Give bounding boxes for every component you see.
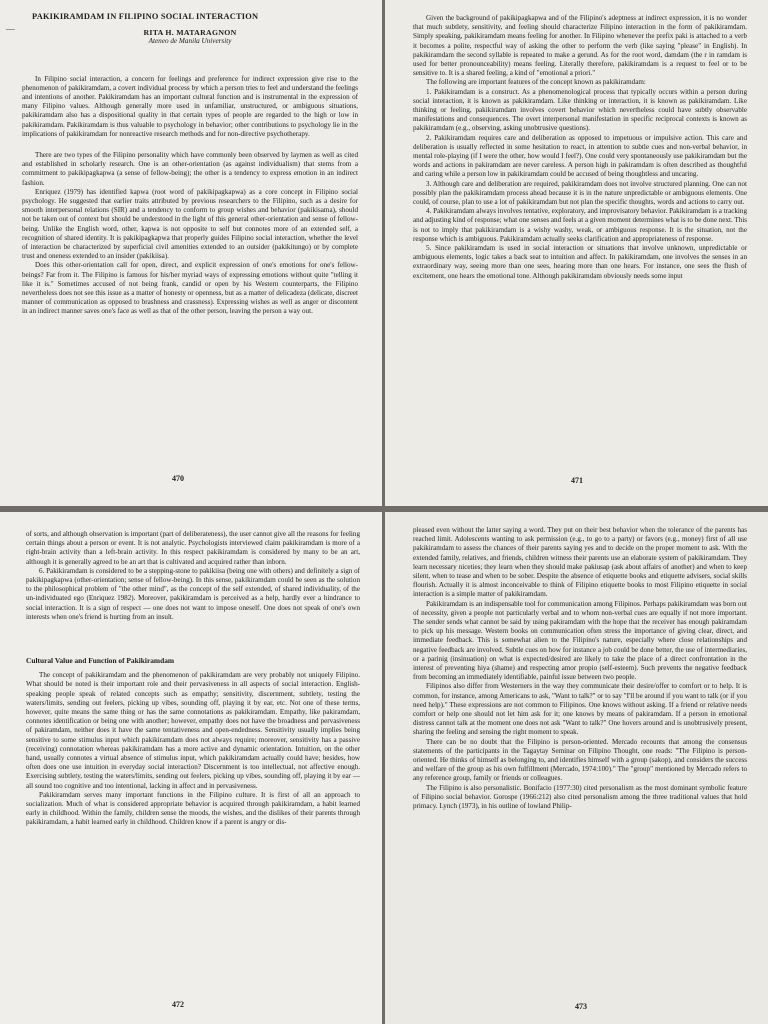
feature-item: 5. Since pakikiramdam is used in social interaction or situations that involve unknown, unpredictable or ambiguous elements, logic takes a back seat to intuition and affect. In pakikiramdam, one involves the senses in an extraordinary way, seeing more than one sees, hearing more than one hears. For instance, one sees the flush of excitement, one hears the emotional tone. Although pakikiramdam obviously needs some input xyxy=(413,244,747,280)
page-number: 473 xyxy=(575,1002,587,1011)
body-paragraph: There are two types of the Filipino personality which have commonly been observed by laymen as well as cited and established in scholarly research. One is an other-orientation (as against individualism) that stems from a commitment to pakikipagkapwa (a sense of fellow-being); the other is a tendency to express emotion in an indirect fashion. xyxy=(22,151,358,187)
body-paragraph: Filipinos also differ from Westerners in the way they communicate their desire/offer to comfort or to help. It is common, for instance, among Americans to ask, "Want to talk?" or to say "I'll be around if you want to talk (or if you need help)." These expressions are not common to Filipinos. One knows without asking. If a friend or relative needs comfort or help one should not let him ask for it; one knows by means of pakiramdam. If a person in emotional distress cannot talk at the moment one does not ask "Want to talk?" One hovers around and is unobtrusively present, sharing the feeling and sensing the right moment to speak. xyxy=(413,682,747,737)
body-paragraph: The concept of pakikiramdam and the phenomenon of pakikiramdam are very probably not uniquely Filipino. What should be noted is their important role and their pervasiveness in all aspects of social interaction. English-speaking people speak of related concepts such as empathy; sensitivity, discernment, subtlety, testing the waters/limits, sending out feelers, picking up vibes, sounding off, playing it by ear, etc. Not one of these terms, however, quite means the same thing or has the same connotations as pakikiramdam. Empathy, like pakiramdam, connotes identification or being one with another; however, empathy does not have the broadness and pervasiveness of pakiramdam, neither does it have the same tentativeness and open-endedness. Sensitivity usually implies being sensitive to some stimulus input which pakikiramdam does not always require; moreover, sensitivity has a passive (receiving) connotation whereas pakikiramdam has a more active and dynamic orientation. Intuition, on the other hand, usually connotes a virtual absence of stimulus input, which pakikiramdam actually could have; besides, how often does one use intuition in everyday social interaction? Discernment is too intellectual, not affective enough. Exercising subtlety, testing the waters/limits, sending out feelers, picking up vibes, sounding off, playing it by ear — all sound too cognitive and too intentional, lacking in affect and in pervasiveness. xyxy=(26,671,360,790)
feature-item: 4. Pakikiramdam always involves tentative, exploratory, and improvisatory behavior. Pakikiramdam is a tracking and adjusting kind of response; what one senses and feels at a given moment determines what is to be done next. This is not to imply that pakikiramdam is a wishy washy, weak, or ambiguous response. It is the situation, not the response which is ambiguous. Pakikiramdam actually seeks clarification and appropriateness of response. xyxy=(413,207,747,243)
author-affiliation: Ateneo de Manila University xyxy=(148,37,232,46)
feature-item: 3. Although care and deliberation are required, pakikiramdam does not involve structured planning. One can not possibly plan the pakikiramdam process ahead because it is in the nature unpredictable or ambiguous elements. One could, of course, plan to use a lot of pakikiramdam but not plan the specific thoughts, words and actions to carry out. xyxy=(413,179,747,207)
section-heading: Cultural Value and Function of Pakikiramdam xyxy=(26,656,175,666)
running-title: PAKIKIRAMDAM IN FILIPINO SOCIAL INTERACTION xyxy=(32,12,259,21)
author-name: RITA H. MATARAGNON xyxy=(143,28,237,38)
feature-item: 1. Pakikiramdam is a construct. As a phenomenological process that typically occurs within a person during social interaction, it is known as pakikiramdam. Like thinking or interaction, it is known as pakikiramdam. Like thinking or feeling, pakikiramdam involves covert behavior which nevertheless could have subtly observable manifestations and consequences. The overt interpersonal manifestation in specific reciprocal contexts is known as pakikiramdam (e.g., observing, asking unobtrusive questions). xyxy=(413,87,747,133)
body-paragraph: pleased even without the latter saying a word. They put on their best behavior when the tolerance of the parents has reached limit. Adolescents wanting to ask permission (e.g., to go to a party) or favors (e.g., money) first of all use pakikiramdam to assess the chances of their parents saying yes and to decide on the proper moment to ask. With the extended family, relatives, and friends, children witness their parents use an elaborate system of pakikiramdam. They learn necessary niceties; they learn when they should make pakiusap (ask about affairs of another) and when to keep silent, when to tease and when to be sober. Despite the absence of etiquette books and etiquette advisers, social skills flourish. Actually it is almost inconceivable to think of Filipino etiquette books to most Filipino etiquette in social interaction is a simple matter of pakikiramdam. xyxy=(413,526,747,599)
body-paragraph: 6. Pakikiramdam is considered to be a stepping-stone to pakikiisa (being one with others) and definitely a sign of pakikipagkapwa (other-orientation; sense of fellow-being). In this sense, pakikiramdam could be seen as the solution to the philosophical problem of "the other mind", as the concept of the self extended, of shared individuality, of the un-individuated ego (Enriquez 1982). Moreover, pakikiramdam is perceived as a help, hardly ever a hindrance to social interaction. It is a sign of respect — one does not want to impose oneself. One does not speak of one's own interests when one's friend is hurting from an insult. xyxy=(26,566,360,621)
feature-item: 2. Pakikiramdam requires care and deliberation as opposed to impetuous or impulsive action. This care and deliberation is usually reflected in some hesitation to react, in attention to subtle cues and non-verbal behavior, in mental role-playing (if I were the other, how would I feel?). One could very spontaneously use pakikiramdam but the words and actions in pakiramdam are never careless. A person high in pakiramdam is often described as thoughtful and caring while a person low in pakikiramdam could be accused of being thoughtless and uncaring. xyxy=(413,133,747,179)
body-paragraph: of sorts, and although observation is important (part of deliberateness), the user cannot give all the reasons for feeling certain things about a person or event. It is not analytic. Psychologists interviewed claim pakikiramdam is more of a right-brain activity than a left-brain activity. In this respect pakikiramdam is considered by many to be an art, although it is generally agreed to be an art that is cultivated and acquired rather than inborn. xyxy=(26,530,360,566)
body-paragraph: There can be no doubt that the Filipino is person-oriented. Mercado recounts that among the consensus statements of the participants in the Tagaytay Seminar on Filipino Thought, one reads: "The Filipino is person-oriented. He thinks of himself as belonging to, and identifies himself with a group (sakop), and considers the success and welfare of the group as his own fulfillment (Mercado, 1974:100)." The "group" mentioned by Mercado refers to any reference group, family or friends or colleagues. xyxy=(413,737,747,783)
abstract-paragraph: In Filipino social interaction, a concern for feelings and preference for indirect expression give rise to the phenomenon of pakikiramdam, a covert individual process by which a person tries to feel and understand the feelings and intentions of another. Pakikiramdam has an important cultural function and is instrumental in the expression of many Filipino values. Although generally more used in unfamiliar, unstructured, or ambiguous situations, pakikiramdam also has a dispositional quality in that certain types of people are regarded to the high or low in pakikiramdam. Pakikiramdam is thus valuable to psychology in behavior; other contributions to psychology lie in the implications of pakikiramdam for nonreactive research methods and for non-directive psychotherapy. xyxy=(22,74,358,138)
page-472-text xyxy=(26,530,360,828)
feature-list xyxy=(413,88,747,281)
body-paragraph: Does this other-orientation call for open, direct, and explicit expression of one's emotions for one's fellow-beings? Far from it. The Filipino is famous for his/her myriad ways of expressing emotions without quite "telling it like it is." Sometimes accused of not being frank, candid or open by his Western counterparts, the Filipino nevertheless does not see this issue as a matter of honesty or openness, but as a matter of delicadeza (delicate, discreet manner of communication as opposed to brashness and crassness). Expressing wishes as well as anger or discontent in an indirect manner saves one's face as well as that of the other person, leaving the person a way out. xyxy=(22,261,358,316)
page-471-text xyxy=(413,14,747,281)
body-paragraph: Pakikiramdam is an indispensable tool for communication among Filipinos. Perhaps pakikiramdam was born out of necessity, given a people not particularly verbal and to whom non-verbal cues are equally if not more important. The sender sends what cannot be said by using pakiramdam with the hope that the receiver has enough pakiramdam to pick up his message. Western books on communication often stress the importance of giving clear, direct, and immediate feedback. This is somewhat alien to the Filipino's nature, especially where close relationships and negative feedback are involved. Subtle cues on how for instance a job could be done better, the use of intermediaries, or a parinig (insinuation) on what is expected/desired are likely to take the place of a direct confrontation in the interest of preventing hiya (shame) and respecting amor propio (self-esteem). Such prevents the negative feedback from becoming an immediately identifiable, painful issue between two people. xyxy=(413,599,747,682)
page-number: 471 xyxy=(571,476,583,485)
page-number: 470 xyxy=(172,474,184,483)
body-paragraph: The Filipino is also personalistic. Bonifacio (1977:30) cited personalism as the most dominant symbolic feature of Filipino social behavior. Gorospe (1966:212) also cited personalism among the three traditional values that hold primacy. Lynch (1973), in his outline of lowland Philip- xyxy=(413,783,747,811)
body-paragraph: Given the background of pakikipagkapwa and of the Filipino's adeptness at indirect expression, it is no wonder that much subtlety, sensitivity, and feeling should characterize Filipino interaction in the form of pakikiramdam. Simply speaking, pakikiramdam means feeling for another. In Filipino whenever the prefix paki is attached to a verb it becomes a polite, respectful way of asking the other to perform the verb (like saying "please" in English). In pakikiramdam the second syllable is repeated to make a gerund. As for the root word, damdam (the r in ramdam is used for better pronounceability) means feeling. Literally therefore, pakikiramdam is a request to feel or to be sensitive to. It is a shared feeling, a kind of "emotional a priori." xyxy=(413,14,747,78)
page-471 xyxy=(385,0,768,506)
margin-mark: — xyxy=(6,24,15,34)
body-paragraph: Enriquez (1979) has identified kapwa (root word of pakikipagkapwa) as a core concept in Filipino social psychology. He suggested that earlier traits attributed by previous researchers to the Filipino, such as a desire for smooth interpersonal relations (SIR) and a tendency to conform to group wishes and behavior (pakikisama), should not be taken out of context but should be understood in the light of this general other-orientation and sense of fellow-being. Unlike the English word, other, kapwa is not opposite to self but connotes more of an extended self, a recognition of shared identity. It is pakikipagkapwa that properly guides Filipino social interaction, whether the level of interaction be characterized by superficial civil amenities extended to an outsider (pakikitungo) or by complete trust and oneness extended to an insider (pakikiisa). xyxy=(22,187,358,261)
page-number: 472 xyxy=(172,1000,184,1009)
page-473 xyxy=(385,512,768,1024)
page-472 xyxy=(0,512,382,1024)
body-paragraph: The following are important features of the concept known as pakikiramdam: xyxy=(426,78,646,87)
page-473-text xyxy=(413,526,747,811)
body-paragraph: Pakikiramdam serves many important functions in the Filipino culture. It is first of all an approach to socialization. Much of what is considered appropriate behavior is acquired through pakikiramdam, a habit learned early in childhood. Within the family, children sense the moods, the wishes, and the dislikes of their parents through pakikiramdam, a habit learned early in childhood. Children know if a parent is angry or dis- xyxy=(26,790,360,827)
page-470 xyxy=(0,0,382,506)
page-470-text xyxy=(22,12,358,317)
